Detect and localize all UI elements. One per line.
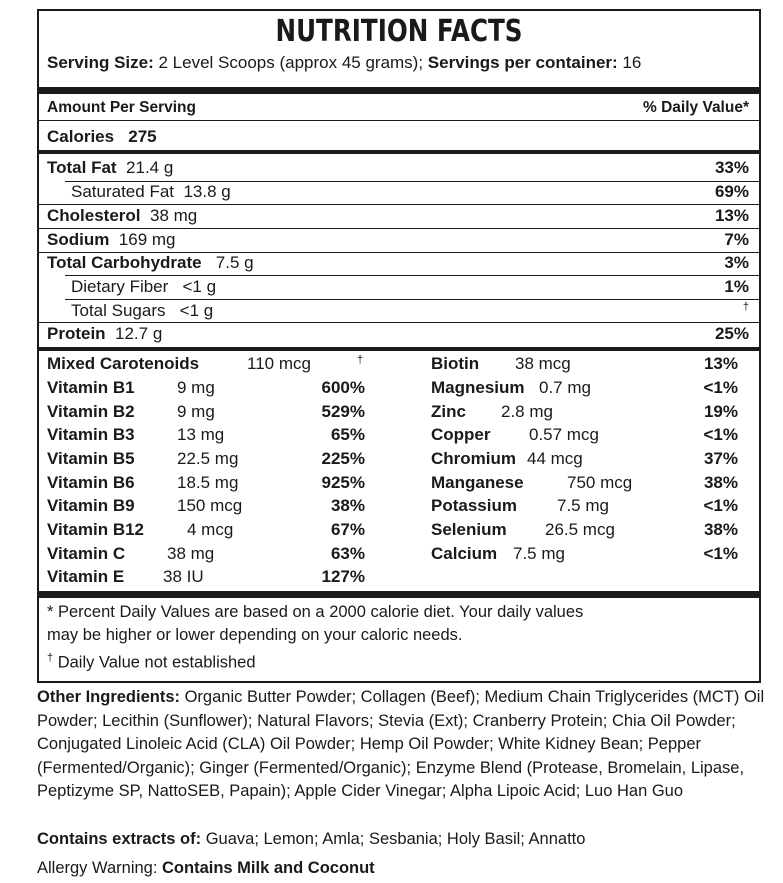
nutrient-name: Calcium	[431, 544, 498, 563]
contains-extracts-label: Contains extracts of:	[37, 830, 202, 848]
right-nutrient-row	[431, 354, 741, 376]
nutrient-label: Total Carbohydrate	[47, 253, 202, 272]
nutrient-name: Vitamin B1	[47, 378, 135, 397]
left-nutrient-row	[47, 473, 367, 495]
divider-thick	[39, 87, 759, 94]
allergy-warning-label: Allergy Warning:	[37, 859, 163, 877]
footnote-line: * Percent Daily Values are based on a 2000 calorie diet. Your daily values	[47, 603, 584, 621]
nutrient-dv: 1%	[724, 277, 749, 296]
nutrition-facts-panel	[37, 9, 761, 683]
serving-size-label: Serving Size:	[47, 53, 154, 72]
calories-value: 275	[128, 127, 157, 146]
nutrient-dv: 33%	[714, 158, 749, 177]
left-nutrient-row	[47, 354, 367, 376]
nutrient-amount: 150 mcg	[177, 496, 243, 515]
nutrient-amount: 26.5 mcg	[545, 520, 615, 539]
nutrient-dv: 38%	[703, 473, 738, 492]
nutrient-dv: †	[357, 354, 364, 366]
nutrient-name: Zinc	[431, 402, 466, 421]
nutrient-amount: 110 mcg	[247, 354, 311, 373]
nutrient-label: Dietary Fiber	[71, 277, 169, 296]
left-nutrient-row	[47, 567, 367, 589]
right-nutrient-row	[431, 473, 741, 495]
nutrient-row-total-fat	[47, 158, 749, 180]
nutrient-amount: 38 mcg	[515, 354, 571, 373]
nutrient-dv: 13%	[714, 206, 749, 225]
nutrient-name: Magnesium	[431, 378, 525, 397]
nutrient-amount: 169 mg	[118, 230, 176, 249]
divider-thin	[65, 275, 759, 276]
nutrient-amount: 44 mcg	[527, 449, 583, 468]
calories-label: Calories	[47, 127, 115, 146]
nutrient-name: Mixed Carotenoids	[47, 354, 200, 373]
panel-title: NUTRITION FACTS	[275, 14, 523, 49]
nutrient-name: Vitamin B2	[47, 402, 135, 421]
nutrient-amount: 38 mg	[167, 544, 215, 563]
nutrient-dv: 65%	[330, 425, 365, 444]
nutrient-name: Chromium	[431, 449, 516, 468]
servings-per-container-value: 16	[617, 53, 642, 72]
nutrient-label: Saturated Fat	[71, 182, 175, 201]
nutrient-name: Vitamin B3	[47, 425, 135, 444]
nutrient-amount: <1 g	[182, 277, 217, 296]
nutrient-name: Copper	[431, 425, 491, 444]
divider-thin	[39, 204, 759, 205]
nutrient-amount: 9 mg	[177, 378, 215, 397]
left-nutrient-row	[47, 378, 367, 400]
left-nutrient-row	[47, 425, 367, 447]
nutrient-dv: 225%	[321, 449, 365, 468]
right-nutrient-row	[431, 425, 741, 447]
nutrient-dv: 3%	[724, 253, 749, 272]
left-nutrient-row	[47, 496, 367, 518]
nutrient-name: Vitamin E	[47, 567, 125, 586]
nutrient-dv: <1%	[703, 544, 738, 563]
nutrient-dv: 38%	[330, 496, 365, 515]
nutrient-row-total-carbohydrate	[47, 253, 749, 275]
other-ingredients-label: Other Ingredients:	[37, 688, 181, 706]
servings-per-container-label: Servings per container:	[427, 53, 618, 72]
divider-thin	[39, 120, 759, 121]
amount-per-serving-label: Amount Per Serving	[47, 99, 196, 116]
footnotes	[47, 601, 751, 675]
nutrient-row-cholesterol	[47, 206, 749, 228]
nutrient-amount: 21.4 g	[126, 158, 174, 177]
nutrient-row-saturated-fat	[47, 182, 749, 204]
nutrient-amount: 38 mg	[149, 206, 198, 225]
calories-row	[47, 127, 749, 149]
nutrient-row-sodium	[47, 230, 749, 252]
nutrient-amount: 13 mg	[177, 425, 225, 444]
nutrient-amount: 12.7 g	[115, 324, 163, 343]
nutrient-amount: 38 IU	[163, 567, 204, 586]
nutrient-name: Biotin	[431, 354, 480, 373]
allergy-warning-text: Contains Milk and Coconut	[162, 859, 375, 877]
left-nutrient-row	[47, 520, 367, 542]
footnote-line: may be higher or lower depending on your caloric needs.	[47, 626, 463, 644]
footnote-text: Daily Value not established	[53, 653, 256, 672]
nutrient-amount: 4 mcg	[187, 520, 234, 539]
nutrient-name: Selenium	[431, 520, 507, 539]
nutrient-label: Protein	[47, 324, 106, 343]
nutrient-dv: 37%	[703, 449, 738, 468]
nutrient-name: Vitamin B9	[47, 496, 135, 515]
contains-extracts	[37, 830, 585, 849]
nutrient-label: Total Sugars	[71, 301, 166, 320]
nutrient-dv: 13%	[703, 354, 738, 373]
nutrient-row-dietary-fiber	[47, 277, 749, 299]
right-nutrient-row	[431, 544, 741, 566]
nutrient-label: Total Fat	[47, 158, 117, 177]
divider-thick	[39, 591, 759, 598]
nutrient-name: Manganese	[431, 473, 524, 492]
other-ingredients	[37, 686, 767, 804]
nutrient-dv: 63%	[330, 544, 365, 563]
nutrient-amount: 750 mcg	[567, 473, 633, 492]
nutrient-amount: 2.8 mg	[501, 402, 553, 421]
nutrient-name: Vitamin B12	[47, 520, 145, 539]
divider-thin	[65, 299, 759, 300]
nutrient-dv: 25%	[714, 324, 749, 343]
nutrient-amount: 0.7 mg	[539, 378, 591, 397]
right-nutrient-row	[431, 402, 741, 424]
nutrient-amount: 0.57 mcg	[529, 425, 599, 444]
nutrient-name: Vitamin C	[47, 544, 126, 563]
right-nutrient-row	[431, 520, 741, 542]
serving-size-value: 2 Level Scoops (approx 45 grams);	[153, 53, 428, 72]
right-nutrient-row	[431, 378, 741, 400]
nutrient-dv: 127%	[321, 567, 365, 586]
nutrient-name: Vitamin B5	[47, 449, 135, 468]
nutrient-dv: 69%	[714, 182, 749, 201]
dagger-mark: †	[47, 652, 54, 664]
nutrient-dv: <1%	[703, 378, 738, 397]
contains-extracts-text: Guava; Lemon; Amla; Sesbania; Holy Basil; Annatto	[201, 830, 586, 848]
nutrient-dv: 600%	[321, 378, 365, 397]
nutrient-amount: 7.5 mg	[513, 544, 565, 563]
nutrient-amount: 9 mg	[177, 402, 215, 421]
nutrient-label: Cholesterol	[47, 206, 141, 225]
left-nutrient-row	[47, 449, 367, 471]
amount-header-row	[47, 99, 749, 121]
right-nutrient-row	[431, 449, 741, 471]
nutrient-dv: 529%	[321, 402, 365, 421]
nutrient-amount: 13.8 g	[183, 182, 231, 201]
divider-medium	[39, 150, 759, 154]
divider-thin	[39, 322, 759, 323]
divider-medium	[39, 347, 759, 351]
nutrient-name: Potassium	[431, 496, 517, 515]
nutrient-dv: †	[742, 301, 749, 313]
left-nutrient-row	[47, 544, 367, 566]
nutrient-amount: <1 g	[179, 301, 214, 320]
daily-value-header: % Daily Value*	[643, 99, 749, 116]
nutrient-amount: 7.5 mg	[557, 496, 609, 515]
nutrient-dv: 7%	[724, 230, 749, 249]
nutrient-dv: 67%	[330, 520, 365, 539]
divider-thin	[39, 228, 759, 229]
nutrient-label: Sodium	[47, 230, 110, 249]
nutrient-dv: <1%	[703, 496, 738, 515]
other-ingredients-text: Organic Butter Powder; Collagen (Beef); Medium Chain Triglycerides (MCT) Oil Powder; Lecithin (Sunflower); Natural Flavors; Stevia (Ext); Cranberry Protein; Chia Oil Powder; Conjugated Linoleic Acid (CLA) Oil Powder; Hemp Oil Powder; White Kidney Bean; Pepper (Fermented/Organic); Ginger (Fermented/Organic); Enzyme Blend (Protease, Bromelain, Lipase, Peptizyme SP, NattoSEB, Papain); Apple Cider Vinegar; Alpha Lipoic Acid; Luo Han Guo	[37, 688, 765, 800]
nutrient-dv: 19%	[703, 402, 738, 421]
right-nutrient-row	[431, 496, 741, 518]
nutrient-dv: <1%	[703, 425, 738, 444]
serving-info	[47, 53, 641, 73]
nutrient-amount: 18.5 mg	[177, 473, 239, 492]
nutrient-name: Vitamin B6	[47, 473, 135, 492]
nutrient-row-protein	[47, 324, 749, 346]
nutrient-amount: 22.5 mg	[177, 449, 239, 468]
allergy-warning	[37, 859, 375, 878]
nutrient-dv: 925%	[321, 473, 365, 492]
left-nutrient-row	[47, 402, 367, 424]
footnote-line	[47, 647, 751, 675]
nutrient-dv: 38%	[703, 520, 738, 539]
nutrient-row-total-sugars	[47, 301, 749, 323]
nutrient-amount: 7.5 g	[215, 253, 254, 272]
